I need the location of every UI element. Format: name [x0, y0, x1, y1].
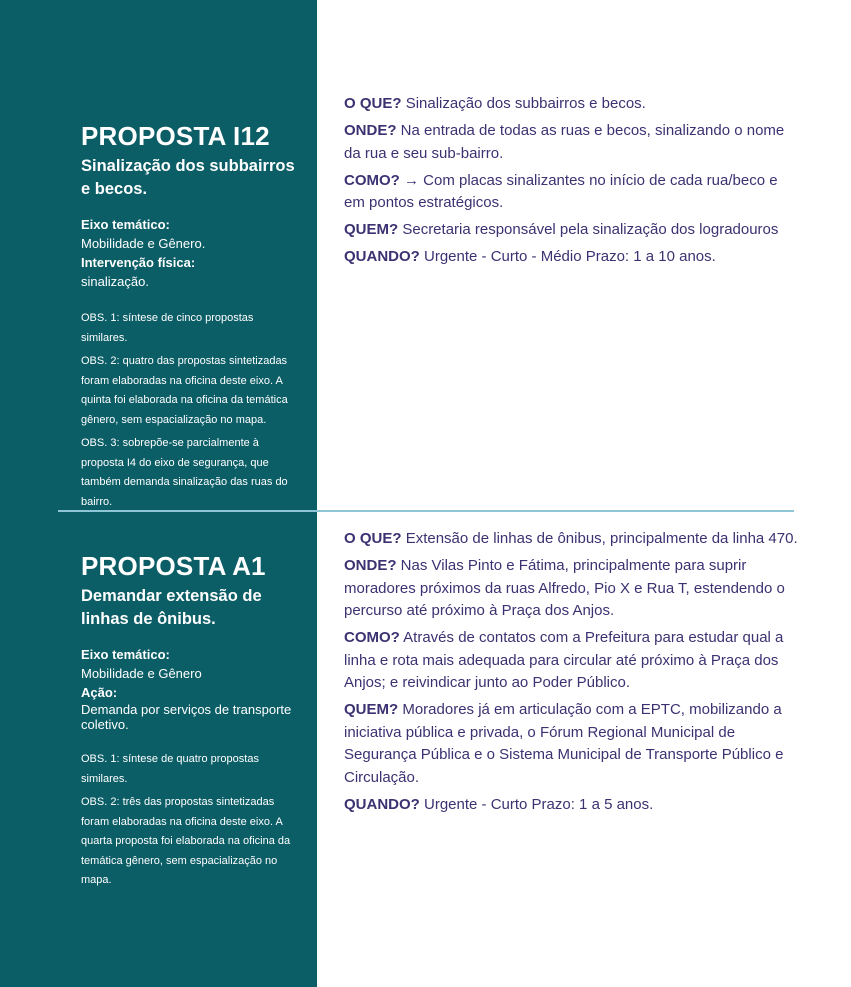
detail-quem	[344, 699, 799, 789]
proposal-i12-details	[344, 93, 799, 273]
detail-label: QUANDO?	[344, 795, 420, 813]
detail-text: Urgente - Curto Prazo: 1 a 5 anos.	[424, 795, 654, 813]
proposal-meta	[81, 645, 301, 732]
obs-list	[81, 750, 301, 891]
detail-label: COMO?	[344, 171, 400, 189]
meta-label: Eixo temático:	[81, 217, 170, 232]
detail-label: ONDE?	[344, 557, 397, 574]
proposal-title: PROPOSTA A1	[81, 551, 266, 581]
meta-label: Intervenção física:	[81, 255, 196, 270]
detail-text: Nas Vilas Pinto e Fátima, principalmente para suprir moradores próximos da ruas Alfredo, Pio X e Rua T, estendendo o percurso até próximo à Praça dos Anjos.	[344, 557, 785, 619]
detail-como	[344, 170, 799, 215]
proposal-a1-summary	[81, 551, 301, 895]
detail-text: Secretaria responsável pela sinalização dos logradouros	[402, 221, 779, 238]
detail-text: Na entrada de todas as ruas e becos, sinalizando o nome da rua e seu sub-bairro.	[344, 122, 785, 162]
proposal-i12-summary	[81, 121, 301, 516]
detail-label: COMO?	[344, 629, 400, 646]
proposal-meta	[81, 215, 301, 291]
detail-quando	[344, 794, 799, 817]
detail-text: Através de contatos com a Prefeitura para estudar qual a linha e rota mais adequada para circular até próximo à Praça dos Anjos; e reivindicar junto ao Poder Público.	[344, 629, 784, 691]
detail-quem	[344, 219, 799, 242]
obs-note: OBS. 3: sobrepõe-se parcialmente à proposta I4 do eixo de segurança, que também demanda sinalização das ruas do bairro.	[81, 437, 288, 508]
obs-note: OBS. 1: síntese de quatro propostas similares.	[81, 753, 259, 785]
detail-onde	[344, 555, 799, 623]
proposal-a1-details	[344, 528, 799, 821]
obs-note: OBS. 2: quatro das propostas sintetizadas foram elaboradas na oficina deste eixo. A quinta foi elaborada na oficina da temática gênero, sem espacialização no mapa.	[81, 355, 288, 426]
detail-text: Sinalização dos subbairros e becos.	[405, 95, 646, 112]
detail-label: QUEM?	[344, 221, 399, 238]
meta-value: sinalização.	[81, 274, 149, 289]
detail-o-que	[344, 528, 799, 551]
obs-note: OBS. 1: síntese de cinco propostas similares.	[81, 312, 254, 344]
meta-value: Demanda por serviços de transporte coletivo.	[81, 702, 292, 732]
detail-text: Urgente - Curto - Médio Prazo: 1 a 10 anos.	[424, 248, 716, 265]
meta-label: Eixo temático:	[81, 647, 170, 662]
detail-text: Moradores já em articulação com a EPTC, mobilizando a iniciativa pública e privada, o Fórum Regional Municipal de Segurança Pública e o Sistema Municipal de Transporte Público e Circulação.	[344, 701, 784, 786]
proposal-subtitle: Demandar extensão de linhas de ônibus.	[81, 587, 262, 628]
detail-como	[344, 627, 799, 695]
obs-note: OBS. 2: três das propostas sintetizadas foram elaboradas na oficina deste eixo. A quarta proposta foi elaborada na oficina da temática gênero, sem espacialização no mapa.	[81, 796, 291, 886]
proposal-subtitle: Sinalização dos subbairros e becos.	[81, 157, 295, 198]
proposal-title: PROPOSTA I12	[81, 121, 270, 151]
meta-value: Mobilidade e Gênero	[81, 666, 202, 681]
obs-list	[81, 309, 301, 512]
meta-label: Ação:	[81, 685, 118, 700]
detail-label: QUEM?	[344, 701, 399, 718]
detail-label: QUANDO?	[344, 248, 420, 265]
detail-label: O QUE?	[344, 95, 402, 112]
detail-o-que	[344, 93, 799, 116]
detail-onde	[344, 120, 799, 165]
detail-label: O QUE?	[344, 530, 402, 547]
detail-label: ONDE?	[344, 122, 397, 139]
detail-quando	[344, 246, 799, 269]
meta-value: Mobilidade e Gênero.	[81, 236, 206, 251]
detail-text: Extensão de linhas de ônibus, principalmente da linha 470.	[405, 530, 798, 547]
detail-text: → Com placas sinalizantes no início de cada rua/beco e em pontos estratégicos.	[344, 171, 778, 211]
